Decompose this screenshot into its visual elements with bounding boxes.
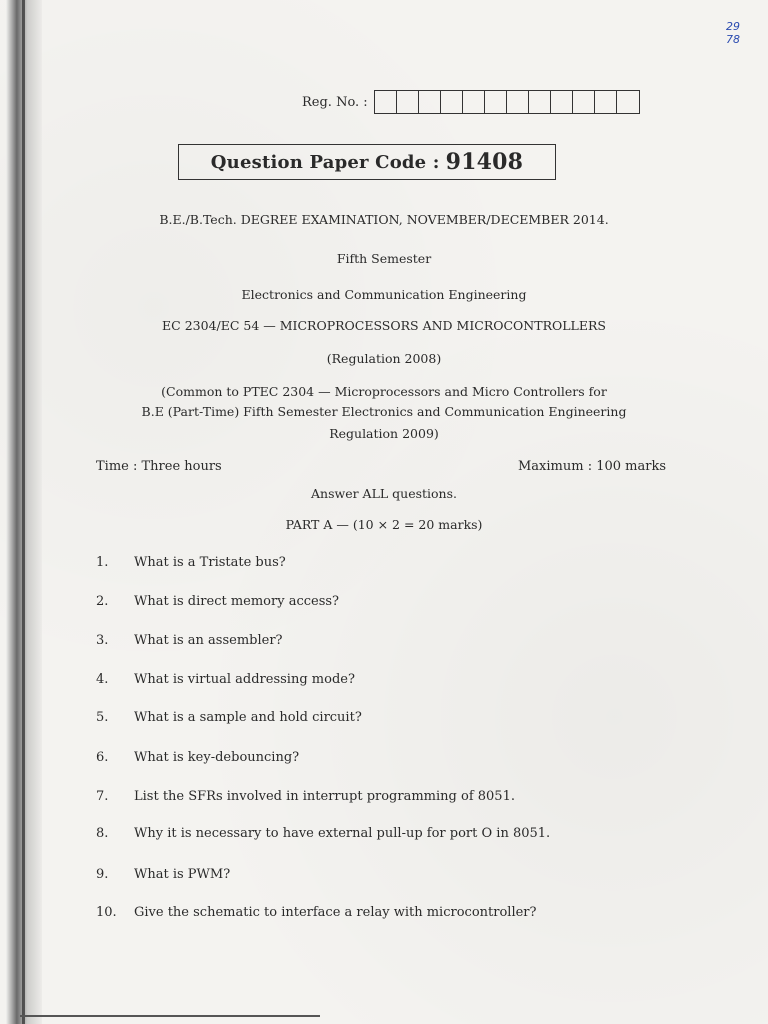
reg-no-box[interactable] [419, 91, 441, 113]
code-label: Question Paper Code : [210, 151, 440, 173]
question-number: 6. [96, 750, 109, 765]
question-item [96, 789, 716, 804]
subject: EC 2304/EC 54 — MICROPROCESSORS AND MICROCONTROLLERS [162, 318, 606, 333]
question-text: What is PWM? [134, 867, 231, 882]
question-text: What is key-debouncing? [134, 750, 300, 765]
question-number: 5. [96, 710, 109, 725]
question-text: What is direct memory access? [134, 594, 340, 609]
handwritten-corner-note [718, 20, 748, 46]
question-text: What is an assembler? [134, 633, 283, 648]
question-number: 1. [96, 555, 109, 570]
question-number: 10. [96, 905, 117, 920]
reg-no-box[interactable] [573, 91, 595, 113]
common-note-line-2: B.E (Part-Time) Fifth Semester Electronics and Communication Engineering [141, 404, 627, 419]
reg-no-box[interactable] [529, 91, 551, 113]
question-number: 9. [96, 867, 109, 882]
reg-no-box[interactable] [507, 91, 529, 113]
question-item [96, 826, 716, 841]
code-value: 91408 [445, 149, 524, 175]
reg-no-label: Reg. No. : [302, 94, 368, 110]
question-text: What is a sample and hold circuit? [134, 710, 362, 725]
department: Electronics and Communication Engineering [241, 287, 527, 302]
question-number: 3. [96, 633, 109, 648]
instruction: Answer ALL questions. [311, 486, 457, 501]
semester: Fifth Semester [336, 251, 432, 266]
question-item [96, 867, 716, 882]
question-text: List the SFRs involved in interrupt programming of 8051. [134, 789, 515, 804]
reg-no-box[interactable] [617, 91, 639, 113]
question-text: Give the schematic to interface a relay with microcontroller? [134, 905, 537, 920]
part-a-heading: PART A — (10 × 2 = 20 marks) [285, 517, 483, 532]
question-number: 7. [96, 789, 109, 804]
question-item [96, 633, 716, 648]
time-marks-row [96, 459, 666, 474]
common-note-line-1: (Common to PTEC 2304 — Microprocessors and Micro Controllers for [161, 384, 607, 399]
question-item [96, 710, 716, 725]
reg-no-box[interactable] [485, 91, 507, 113]
binding-edge-line [22, 0, 25, 1024]
question-item [96, 555, 716, 570]
registration-number-row [302, 90, 640, 114]
question-text: What is a Tristate bus? [134, 555, 286, 570]
corner-note-line-1: 29 [726, 20, 740, 33]
reg-no-box[interactable] [463, 91, 485, 113]
reg-no-box[interactable] [595, 91, 617, 113]
reg-no-box[interactable] [441, 91, 463, 113]
reg-no-box[interactable] [375, 91, 397, 113]
regulation: (Regulation 2008) [326, 351, 442, 366]
time-allowed: Time : Three hours [96, 459, 222, 474]
bottom-edge-line [20, 1015, 320, 1017]
question-number: 8. [96, 826, 109, 841]
question-number: 2. [96, 594, 109, 609]
reg-no-boxes[interactable] [374, 90, 640, 114]
question-number: 4. [96, 672, 109, 687]
exam-title: B.E./B.Tech. DEGREE EXAMINATION, NOVEMBER/DECEMBER 2014. [159, 212, 609, 227]
question-text: What is virtual addressing mode? [134, 672, 355, 687]
question-item [96, 594, 716, 609]
common-note-line-3: Regulation 2009) [329, 426, 439, 441]
corner-note-line-2: 78 [726, 33, 740, 46]
question-paper-code-box [178, 144, 556, 180]
reg-no-box[interactable] [397, 91, 419, 113]
question-item [96, 905, 716, 920]
maximum-marks: Maximum : 100 marks [517, 459, 666, 474]
question-item [96, 672, 716, 687]
reg-no-box[interactable] [551, 91, 573, 113]
question-text: Why it is necessary to have external pull-up for port O in 8051. [134, 826, 551, 841]
question-item [96, 750, 716, 765]
